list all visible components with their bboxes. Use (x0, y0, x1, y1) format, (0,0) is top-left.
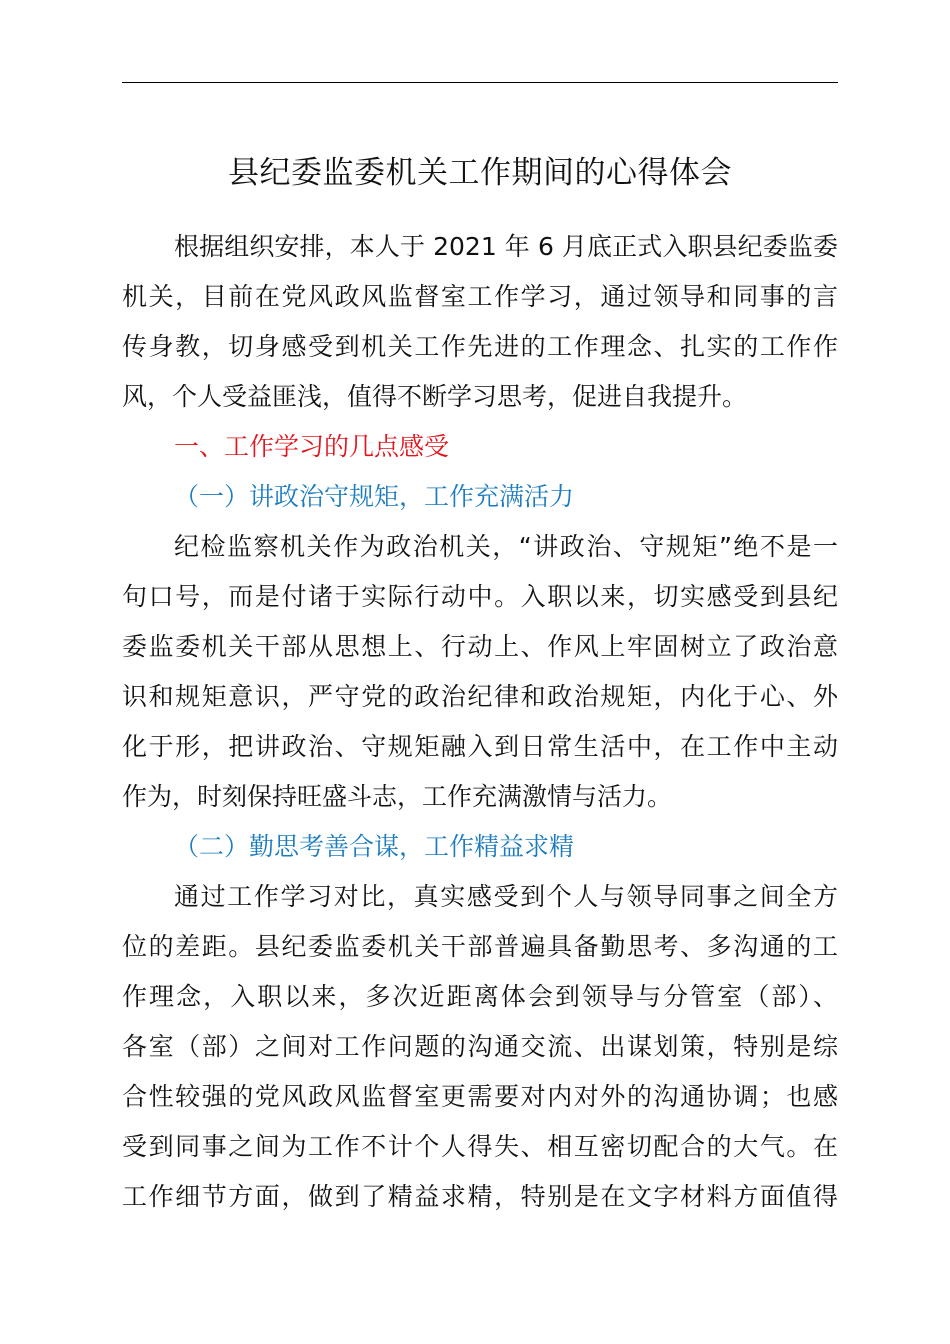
paragraph-line: 通过工作学习对比，真实感受到个人与领导同事之间全方 (174, 882, 838, 911)
paragraph-line: 工作细节方面，做到了精益求精，特别是在文字材料方面值得 (122, 1182, 838, 1211)
paragraph-line: 作理念，入职以来，多次近距离体会到领导与分管室（部）、 (122, 982, 838, 1011)
paragraph-line: 识和规矩意识，严守党的政治纪律和政治规矩，内化于心、外 (122, 682, 838, 711)
paragraph-line: 各室（部）之间对工作问题的沟通交流、出谋划策，特别是综 (122, 1032, 838, 1061)
paragraph-line: 传身教，切身感受到机关工作先进的工作理念、扎实的工作作 (122, 332, 838, 361)
paragraph-line: 合性较强的党风政风监督室更需要对内对外的沟通协调；也感 (122, 1082, 838, 1111)
paragraph-line: 受到同事之间为工作不计个人得失、相互密切配合的大气。在 (122, 1132, 838, 1161)
subsection-heading: （二）勤思考善合谋，工作精益求精 (174, 832, 575, 861)
paragraph-line: 纪检监察机关作为政治机关，“讲政治、守规矩”绝不是一 (174, 532, 838, 561)
paragraph-line: 根据组织安排，本人于 2021 年 6 月底正式入职县纪委监委 (174, 232, 838, 261)
header-rule (122, 82, 838, 83)
paragraph-line: 作为，时刻保持旺盛斗志，工作充满激情与活力。 (122, 782, 673, 811)
paragraph-line: 风，个人受益匪浅，值得不断学习思考，促进自我提升。 (122, 382, 748, 411)
subsection-heading: （一）讲政治守规矩，工作充满活力 (174, 482, 575, 511)
subsection-2-paragraph (122, 872, 838, 1222)
paragraph-line: 化于形，把讲政治、守规矩融入到日常生活中，在工作中主动 (122, 732, 838, 761)
document-title: 县纪委监委机关工作期间的心得体会 (228, 155, 732, 191)
paragraph-line: 位的差距。县纪委监委机关干部普遍具备勤思考、多沟通的工 (122, 932, 838, 961)
section-heading: 一、工作学习的几点感受 (174, 432, 450, 461)
intro-paragraph (122, 222, 838, 422)
paragraph-line: 机关，目前在党风政风监督室工作学习，通过领导和同事的言 (122, 282, 838, 311)
subsection-1-paragraph (122, 522, 838, 822)
paragraph-line: 委监委机关干部从思想上、行动上、作风上牢固树立了政治意 (122, 632, 838, 661)
paragraph-line: 句口号，而是付诸于实际行动中。入职以来，切实感受到县纪 (122, 582, 838, 611)
